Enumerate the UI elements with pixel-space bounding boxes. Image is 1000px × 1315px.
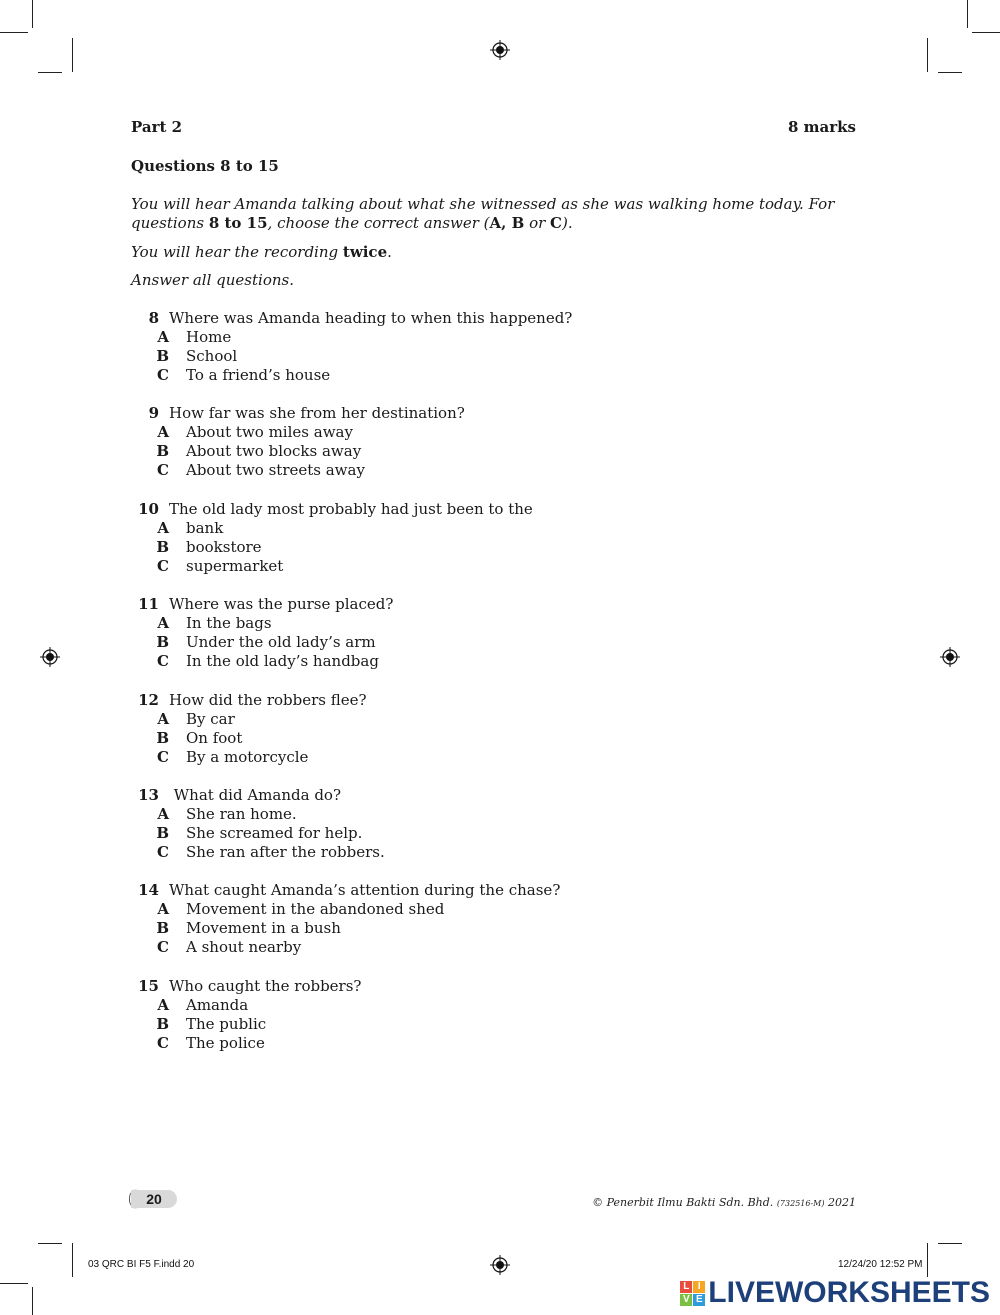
marks-label: 8 marks xyxy=(788,118,856,136)
option-letter: B xyxy=(156,824,169,842)
option-letter: A xyxy=(157,710,169,728)
answer-option[interactable] xyxy=(131,824,385,843)
crop-mark xyxy=(0,1283,28,1284)
slug-file-name: 03 QRC BI F5 F.indd 20 xyxy=(88,1259,195,1270)
instruction-text: ). xyxy=(562,214,573,232)
crop-mark xyxy=(967,0,968,28)
option-letter: C xyxy=(157,1034,169,1052)
option-text: bookstore xyxy=(186,538,262,556)
crop-mark xyxy=(72,38,73,72)
option-text: To a friend’s house xyxy=(186,366,331,384)
question-text: What caught Amanda’s attention during the chase? xyxy=(169,881,561,899)
registration-target-icon xyxy=(940,647,960,667)
question-item xyxy=(131,595,393,671)
question-text: Who caught the robbers? xyxy=(169,977,362,995)
question-item xyxy=(131,786,385,862)
instruction-text: . xyxy=(387,243,392,261)
answer-option[interactable] xyxy=(131,748,367,767)
option-letter: B xyxy=(156,633,169,651)
answer-option[interactable] xyxy=(131,938,560,957)
option-text: Home xyxy=(186,328,232,346)
question-stem xyxy=(131,786,385,805)
option-letter: B xyxy=(156,442,169,460)
instruction-text: , choose the correct answer ( xyxy=(267,214,490,232)
crop-mark xyxy=(0,32,28,33)
questions-range-heading: Questions 8 to 15 xyxy=(131,157,279,175)
question-item xyxy=(131,404,465,480)
question-number: 12 xyxy=(138,691,159,709)
question-text: Where was Amanda heading to when this happened? xyxy=(169,309,573,327)
answer-option[interactable] xyxy=(131,710,367,729)
option-text: About two streets away xyxy=(186,461,365,479)
crop-mark xyxy=(38,72,62,73)
option-text: Amanda xyxy=(186,996,249,1014)
option-letter: C xyxy=(157,461,169,479)
option-letter: B xyxy=(156,1015,169,1033)
option-letter: C xyxy=(157,748,169,766)
question-number: 9 xyxy=(148,404,159,422)
option-letter: C xyxy=(157,938,169,956)
answer-option[interactable] xyxy=(131,1015,361,1034)
copyright-reg: (732516-M) xyxy=(776,1199,825,1208)
section-header xyxy=(131,118,856,136)
answer-option[interactable] xyxy=(131,996,361,1015)
answer-option[interactable] xyxy=(131,461,465,480)
instruction-paragraph xyxy=(131,195,866,233)
option-letter: B xyxy=(156,919,169,937)
option-text: By car xyxy=(186,710,235,728)
answer-option[interactable] xyxy=(131,633,393,652)
question-stem xyxy=(131,881,560,900)
answer-option[interactable] xyxy=(131,423,465,442)
question-stem xyxy=(131,404,465,423)
answer-option[interactable] xyxy=(131,652,393,671)
option-text: A shout nearby xyxy=(186,938,302,956)
option-text: bank xyxy=(186,519,224,537)
question-stem xyxy=(131,309,572,328)
answer-option[interactable] xyxy=(131,538,533,557)
option-letter: C xyxy=(157,366,169,384)
copyright-year: 2021 xyxy=(828,1196,856,1209)
answer-option[interactable] xyxy=(131,347,572,366)
crop-mark xyxy=(72,1243,73,1277)
question-text: Where was the purse placed? xyxy=(169,595,394,613)
liveworksheets-logo[interactable] xyxy=(680,1276,990,1310)
question-item xyxy=(131,977,361,1053)
answer-option[interactable] xyxy=(131,328,572,347)
option-text: Under the old lady’s arm xyxy=(186,633,376,651)
answer-option[interactable] xyxy=(131,805,385,824)
question-number: 8 xyxy=(148,309,159,327)
option-letter: C xyxy=(157,652,169,670)
instruction-emphasis: 8 to 15 xyxy=(208,214,268,232)
instruction-emphasis: A, B xyxy=(489,214,525,232)
registration-target-icon xyxy=(490,1255,510,1275)
question-number: 10 xyxy=(138,500,159,518)
option-letter: C xyxy=(157,843,169,861)
copyright-notice xyxy=(592,1196,856,1209)
option-text: In the bags xyxy=(186,614,272,632)
option-text: supermarket xyxy=(186,557,284,575)
copyright-text: © Penerbit Ilmu Bakti Sdn. Bhd. xyxy=(592,1196,774,1209)
question-stem xyxy=(131,500,533,519)
option-text: Movement in a bush xyxy=(186,919,341,937)
answer-option[interactable] xyxy=(131,557,533,576)
option-letter: B xyxy=(156,347,169,365)
question-number: 11 xyxy=(138,595,159,613)
option-letter: A xyxy=(157,805,169,823)
instruction-emphasis: C xyxy=(550,214,562,232)
option-letter: C xyxy=(157,557,169,575)
logo-block: L xyxy=(680,1281,692,1293)
slug-timestamp: 12/24/20 12:52 PM xyxy=(838,1259,923,1270)
crop-mark xyxy=(927,1243,928,1277)
instruction-text: You will hear the recording xyxy=(131,243,343,261)
option-letter: B xyxy=(156,729,169,747)
crop-mark xyxy=(927,38,928,72)
question-item xyxy=(131,309,572,385)
option-text: The police xyxy=(186,1034,265,1052)
option-letter: A xyxy=(157,996,169,1014)
option-letter: A xyxy=(157,614,169,632)
question-item xyxy=(131,881,560,957)
question-text: How did the robbers flee? xyxy=(169,691,367,709)
option-text: The public xyxy=(186,1015,267,1033)
crop-mark xyxy=(32,0,33,28)
question-number: 15 xyxy=(138,977,159,995)
question-number: 13 xyxy=(138,786,159,804)
logo-blocks-icon xyxy=(680,1281,705,1306)
page-number: 20 xyxy=(131,1190,177,1208)
answer-option[interactable] xyxy=(131,366,572,385)
answer-option[interactable] xyxy=(131,900,560,919)
option-letter: A xyxy=(157,900,169,918)
logo-wordmark: LIVEWORKSHEETS xyxy=(708,1276,990,1309)
answer-option[interactable] xyxy=(131,519,533,538)
option-text: On foot xyxy=(186,729,243,747)
answer-option[interactable] xyxy=(131,843,385,862)
crop-mark xyxy=(972,32,1000,33)
option-text: She ran home. xyxy=(186,805,297,823)
logo-block: I xyxy=(693,1281,705,1293)
crop-mark xyxy=(938,1243,962,1244)
question-stem xyxy=(131,595,393,614)
question-item xyxy=(131,500,533,576)
instruction-text: You will hear Amanda talking about what she witnessed as she was walking home today. For questions xyxy=(131,195,835,232)
option-letter: B xyxy=(156,538,169,556)
option-letter: A xyxy=(157,328,169,346)
option-text: In the old lady’s handbag xyxy=(186,652,379,670)
answer-option[interactable] xyxy=(131,442,465,461)
option-text: By a motorcycle xyxy=(186,748,309,766)
registration-target-icon xyxy=(40,647,60,667)
question-text: The old lady most probably had just been to the xyxy=(169,500,533,518)
answer-option[interactable] xyxy=(131,919,560,938)
logo-block: V xyxy=(680,1294,692,1306)
question-text: How far was she from her destination? xyxy=(169,404,465,422)
option-text: About two blocks away xyxy=(186,442,362,460)
part-title: Part 2 xyxy=(131,118,183,136)
crop-mark xyxy=(32,1287,33,1315)
instruction-recording xyxy=(131,243,866,262)
crop-mark xyxy=(38,1243,62,1244)
crop-mark xyxy=(938,72,962,73)
question-stem xyxy=(131,977,361,996)
answer-option[interactable] xyxy=(131,614,393,633)
option-text: School xyxy=(186,347,238,365)
answer-option[interactable] xyxy=(131,729,367,748)
instruction-text: or xyxy=(524,214,551,232)
logo-block: E xyxy=(693,1294,705,1306)
option-letter: A xyxy=(157,519,169,537)
registration-target-icon xyxy=(490,40,510,60)
question-number: 14 xyxy=(138,881,159,899)
question-stem xyxy=(131,691,367,710)
instruction-answer-all: Answer all questions. xyxy=(131,271,294,289)
option-text: Movement in the abandoned shed xyxy=(186,900,445,918)
option-text: She ran after the robbers. xyxy=(186,843,385,861)
answer-option[interactable] xyxy=(131,1034,361,1053)
instruction-emphasis: twice xyxy=(342,243,388,261)
option-text: About two miles away xyxy=(186,423,353,441)
question-text: What did Amanda do? xyxy=(169,786,342,804)
question-item xyxy=(131,691,367,767)
option-letter: A xyxy=(157,423,169,441)
option-text: She screamed for help. xyxy=(186,824,363,842)
